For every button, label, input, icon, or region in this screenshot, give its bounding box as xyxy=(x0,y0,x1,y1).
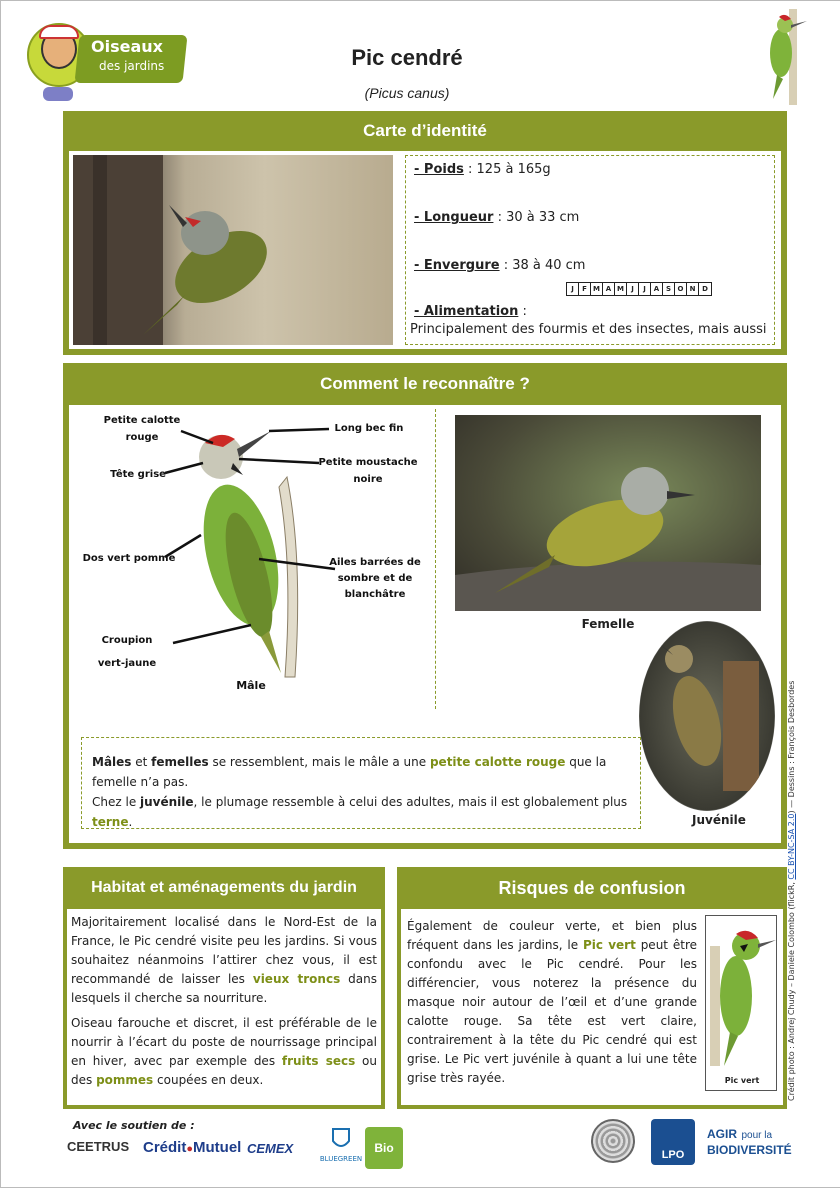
label-petite-calotte: Petite calotte rouge xyxy=(103,415,181,443)
habitat-body xyxy=(67,909,381,1105)
alimentation-text: Principalement des fourmis et des insectes, mais aussi xyxy=(410,322,767,337)
confusion-text: Également de couleur verte, et bien plus fréquent dans les jardins, le Pic vert peut être confondu avec le Pic cendré. Pour les différencier, vous noterez la présence du masque noir autour de l’œil et d’une grande calotte rouge. Sa tête est vert claire, contrairement à la tête du Pic cendré qui est grise. Le Pic vert juvénile à quant a lui une tête grise très rayée. xyxy=(407,919,697,1085)
female-photo xyxy=(455,415,761,611)
label-petite-moustache: Petite moustache noire xyxy=(318,457,418,485)
month-cell: S xyxy=(663,283,675,295)
female-caption: Femelle xyxy=(581,617,635,631)
corner-woodpecker-illustration xyxy=(763,9,809,105)
woodpecker-on-trunk-image xyxy=(73,155,393,345)
envergure-value: : 38 à 40 cm xyxy=(499,258,586,273)
recognition-heading: Comment le reconnaître ? xyxy=(320,374,530,393)
sponsor-ceetrus: CEETRUS xyxy=(67,1139,130,1154)
alimentation-label: - Alimentation xyxy=(414,304,519,319)
lpo-logo: LPO xyxy=(651,1119,695,1165)
bluegreen-icon xyxy=(331,1127,351,1151)
recognition-body xyxy=(69,405,781,843)
juvenile-caption: Juvénile xyxy=(692,813,746,827)
recognition-note-p2: Chez le juvénile, le plumage ressemble à celui des adultes, mais il est globalement plus terne. xyxy=(92,795,628,829)
identity-card-section xyxy=(63,111,787,355)
recognition-note xyxy=(81,737,641,829)
month-cell: J xyxy=(567,283,579,295)
label-ailes-barrees: Ailes barrées de sombre et de blanchâtre xyxy=(329,557,421,600)
month-calendar xyxy=(566,282,712,296)
month-cell: A xyxy=(651,283,663,295)
month-cell: F xyxy=(579,283,591,295)
habitat-p1: Majoritairement localisé dans le Nord-Est de la France, le Pic cendré visite peu les jardins. Si vous souhaitez néanmoins l’attirer chez vous, il est recommandé de laisser les vieux troncs dans lesquels il cherche sa nourriture. xyxy=(71,915,377,1005)
juvenile-woodpecker-image xyxy=(639,621,775,811)
seal-logo xyxy=(591,1119,635,1163)
month-cell: N xyxy=(687,283,699,295)
green-woodpecker-caption: Pic vert xyxy=(724,1076,760,1085)
logo-cap xyxy=(39,25,79,39)
longueur-label: - Longueur xyxy=(414,210,494,225)
page-title: Pic cendré xyxy=(351,45,463,70)
habitat-heading: Habitat et aménagements du jardin xyxy=(91,879,357,896)
support-label: Avec le soutien de : xyxy=(73,1119,195,1132)
month-cell: J xyxy=(627,283,639,295)
month-cell: A xyxy=(603,283,615,295)
month-cell: M xyxy=(615,283,627,295)
alimentation-colon: : xyxy=(518,304,527,319)
label-long-bec-fin: Long bec fin xyxy=(334,423,404,434)
month-cell: M xyxy=(591,283,603,295)
female-woodpecker-image xyxy=(455,415,761,611)
recognition-note-p1: Mâles et femelles se ressemblent, mais le mâle a une petite calotte rouge que la femelle n’a pas. xyxy=(92,755,607,789)
sponsor-credit-mutuel: Crédit●Mutuel xyxy=(143,1139,242,1156)
logo-text-1: Oiseaux xyxy=(91,37,163,56)
identity-facts-box xyxy=(405,155,775,345)
habitat-section xyxy=(63,867,385,1109)
label-croupion: Croupion vert-jaune xyxy=(97,635,157,669)
juvenile-photo xyxy=(639,621,775,811)
agir-biodiversite-logo: AGIR pour la BIODIVERSITÉ xyxy=(707,1127,792,1157)
male-anatomy-diagram xyxy=(73,407,429,697)
envergure-label: - Envergure xyxy=(414,258,500,273)
confusion-body xyxy=(401,909,783,1105)
month-cell: O xyxy=(675,283,687,295)
label-male: Mâle xyxy=(236,679,266,692)
identity-card-heading: Carte d’identité xyxy=(363,121,487,140)
green-woodpecker-drawing xyxy=(705,915,777,1091)
identity-card-body xyxy=(69,151,781,349)
envergure-row xyxy=(414,258,585,273)
poids-value: : 125 à 165g xyxy=(463,162,551,177)
grey-headed-woodpecker-photo xyxy=(73,155,393,345)
logo-text-2: des jardins xyxy=(99,59,165,73)
license-link[interactable]: CC BY-NC-SA 2.0 xyxy=(787,813,796,880)
recognition-section xyxy=(63,363,787,849)
poids-label: - Poids xyxy=(414,162,464,177)
poids-row xyxy=(414,162,551,177)
sponsor-bio: Bio xyxy=(365,1127,403,1169)
label-dos-vert-pomme: Dos vert pomme xyxy=(82,553,176,564)
pic-vert-illustration xyxy=(706,916,778,1072)
longueur-value: : 30 à 33 cm xyxy=(493,210,580,225)
alimentation-row xyxy=(414,304,527,319)
confusion-heading: Risques de confusion xyxy=(498,878,686,898)
photo-credits: Crédit photo : Andrej Chudy – Daniele Colombo (flickR, CC BY-NC-SA 2.0) — Dessins : François Desbordes xyxy=(787,680,796,1101)
label-tete-grise: Tête grise xyxy=(110,469,166,480)
habitat-p2: Oiseau farouche et discret, il est préférable de le nourrir à l’écart du poste de nourrissage principal en hiver, avec par exemple des fruits secs ou des pommes coupées en deux. xyxy=(71,1016,377,1087)
confusion-section xyxy=(397,867,787,1109)
sponsor-cemex: CEMEX xyxy=(247,1141,294,1156)
page-subtitle: (Picus canus) xyxy=(364,85,450,101)
month-cell: J xyxy=(639,283,651,295)
sponsor-bluegreen: BLUEGREEN xyxy=(319,1127,363,1171)
section-divider xyxy=(435,409,436,709)
longueur-row xyxy=(414,210,579,225)
month-cell: D xyxy=(699,283,711,295)
